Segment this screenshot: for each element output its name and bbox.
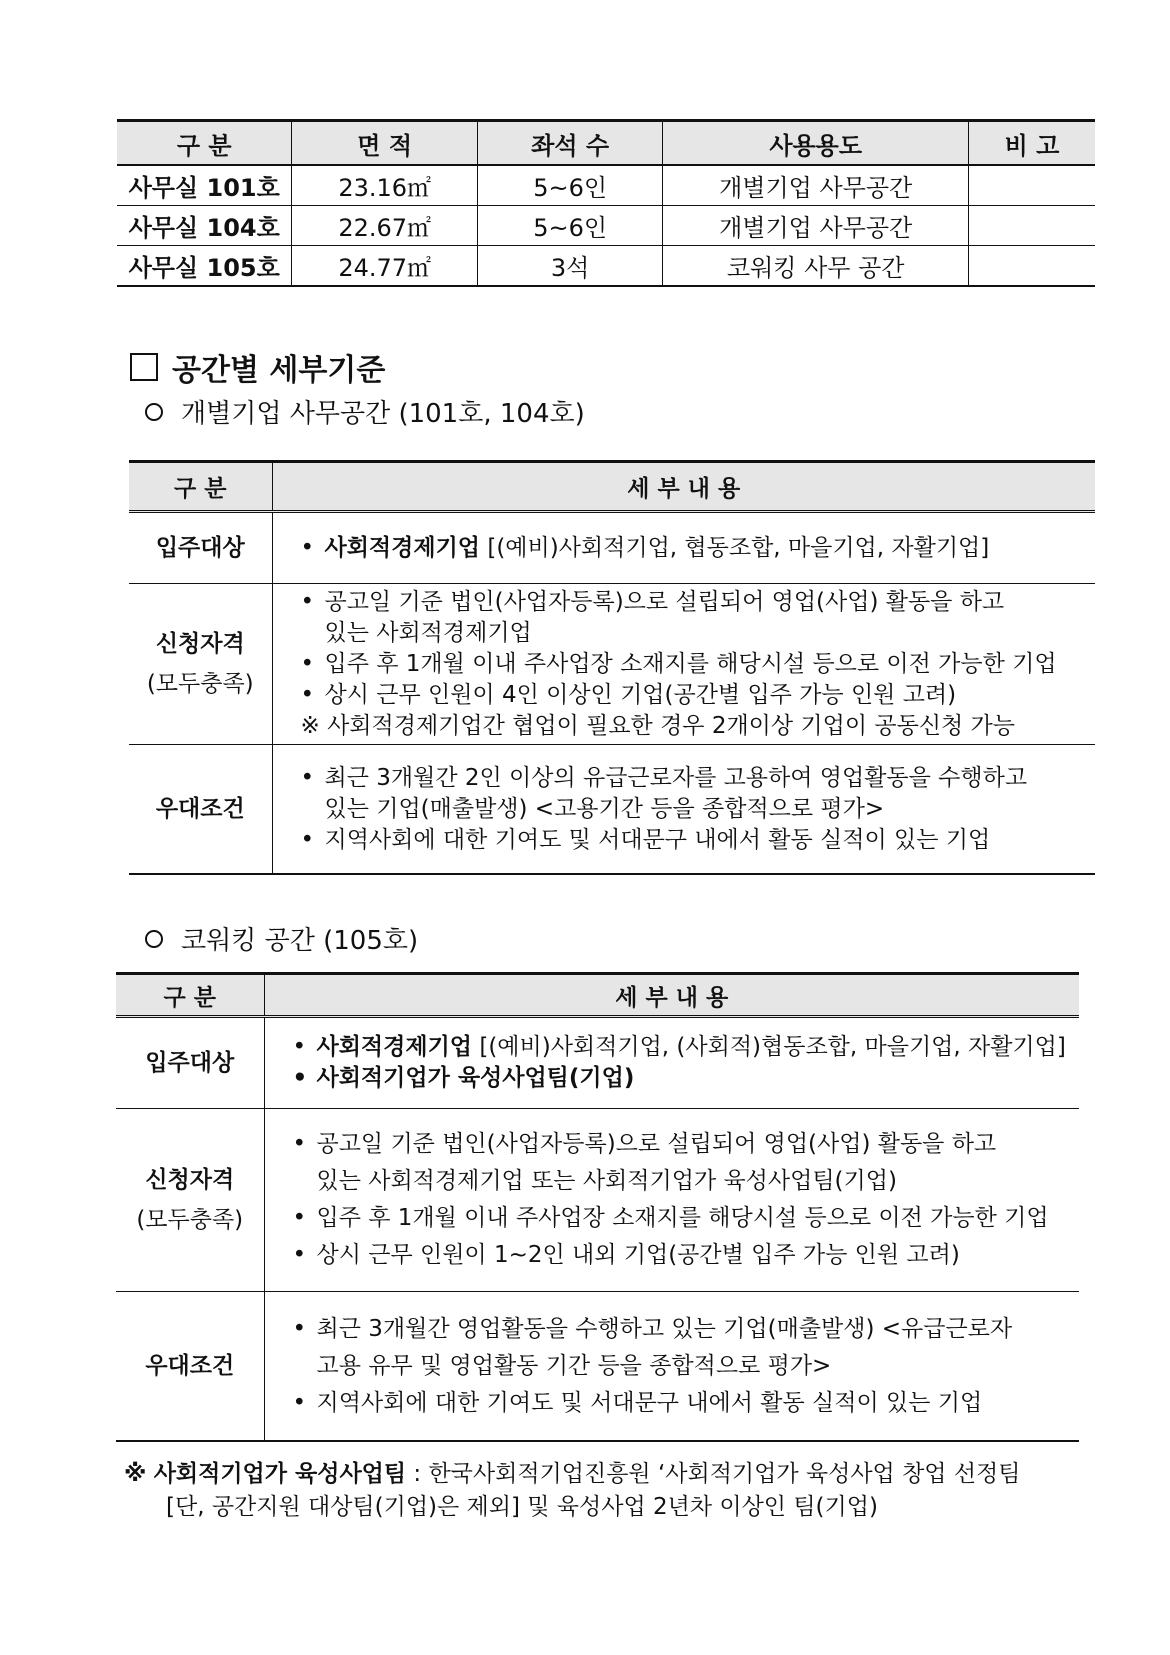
row-content-qualification [264,1109,1079,1292]
circle-bullet-icon [145,403,163,421]
qualification-sub: (모두충족) [146,671,254,697]
list-item: • 입주 후 1개월 이내 주사업장 소재지를 해당시설 등으로 이전 가능한 기업 [301,649,1096,680]
room-area: 22.67㎡ [292,206,477,246]
header-category: 구 분 [129,462,272,512]
target-rest: [(예비)사회적기업, (사회적)협동조합, 마을기업, 자활기업] [472,1034,1066,1060]
list-item: • 최근 3개월간 영업활동을 수행하고 있는 기업(매출발생) <유급근로자 [293,1311,1080,1348]
table-row [129,512,1095,584]
list-item: • 공고일 기준 법인(사업자등록)으로 설립되어 영업(사업) 활동을 하고 [301,587,1096,618]
qualification-label: 신청자격 [155,631,245,657]
header-category: 구 분 [117,121,292,166]
table-header-row [129,462,1095,512]
table-row [117,246,1095,287]
header-area: 면 적 [292,121,477,166]
list-item: 있는 사회적경제기업 [324,619,532,646]
row-content-preference [272,745,1095,875]
header-usage: 사용용도 [663,121,969,166]
row-label-preference: 우대조건 [129,745,272,875]
table-row [116,1292,1079,1442]
list-item: 고용 유무 및 영업활동 기간 등을 종합적으로 평가> [316,1352,832,1379]
header-category: 구 분 [116,974,264,1017]
table-row [129,584,1095,745]
target-bold: 사회적경제기업 [316,1034,473,1060]
footnote-definition: : 한국사회적기업진흥원 ‘사회적기업가 육성사업 창업 선정팀 [406,1461,1021,1487]
room-note [969,206,1096,246]
list-item: 있는 사회적경제기업 또는 사회적기업가 육성사업팀(기업) [316,1168,897,1194]
room-note [969,165,1096,206]
note-item: ※ 사회적경제기업간 협업이 필요한 경우 2개이상 기업이 공동신청 가능 [300,712,1015,739]
row-content-target [272,512,1095,584]
qualification-sub: (모두충족) [136,1207,244,1233]
room-area: 24.77㎡ [292,246,477,287]
target-rest: [(예비)사회적기업, 협동조합, 마을기업, 자활기업] [480,534,990,561]
row-label-target: 입주대상 [116,1017,264,1109]
footnote [124,1458,1020,1524]
room-note [969,246,1096,287]
list-item: • 지역사회에 대한 기여도 및 서대문구 내에서 활동 실적이 있는 기업 [293,1385,1080,1422]
subtitle-individual [145,393,585,430]
row-label-preference: 우대조건 [116,1292,264,1442]
checkbox-square-icon [130,353,158,381]
subtitle-coworking-text: 코워킹 공간 (105호) [181,926,419,956]
subtitle-coworking [145,920,418,957]
header-details: 세 부 내 용 [272,462,1095,512]
room-seats: 5~6인 [477,165,662,206]
row-label-qualification [129,584,272,745]
list-item: • 상시 근무 인원이 1~2인 내외 기업(공간별 입주 가능 인원 고려) [293,1237,1080,1274]
individual-criteria-table [129,460,1095,875]
coworking-criteria-table [116,972,1079,1442]
room-seats: 3석 [477,246,662,287]
room-name: 사무실 105호 [117,246,292,287]
room-usage: 개별기업 사무공간 [663,206,969,246]
header-note: 비 고 [969,121,1096,166]
subtitle-individual-text: 개별기업 사무공간 (101호, 104호) [181,399,585,429]
circle-bullet-icon [145,930,163,948]
footnote-term: 사회적기업가 육성사업팀 [153,1461,407,1487]
list-item: • 최근 3개월간 2인 이상의 유급근로자를 고용하여 영업활동을 수행하고 [301,763,1096,794]
row-label-target: 입주대상 [129,512,272,584]
qualification-label: 신청자격 [145,1167,235,1193]
section-title [130,345,385,389]
table-row [117,165,1095,206]
header-seats: 좌석 수 [477,121,662,166]
table-header-row [117,121,1095,166]
list-item: • 입주 후 1개월 이내 주사업장 소재지를 해당시설 등으로 이전 가능한 기업 [293,1200,1080,1237]
row-content-qualification [272,584,1095,745]
list-item: • 사회적기업가 육성사업팀(기업) [293,1063,1080,1094]
target-bold: 사회적경제기업 [324,534,481,561]
room-seats: 5~6인 [477,206,662,246]
list-item: • 공고일 기준 법인(사업자등록)으로 설립되어 영업(사업) 활동을 하고 [293,1126,1080,1163]
space-overview-table [117,119,1095,287]
row-content-target [264,1017,1079,1109]
room-usage: 개별기업 사무공간 [663,165,969,206]
table-header-row [116,974,1079,1017]
table-row [129,745,1095,875]
footnote-mark: ※ [124,1461,147,1487]
table-row [116,1109,1079,1292]
section-title-text: 공간별 세부기준 [172,353,386,388]
room-usage: 코워킹 사무 공간 [663,246,969,287]
room-area: 23.16㎡ [292,165,477,206]
room-name: 사무실 101호 [117,165,292,206]
header-details: 세 부 내 용 [264,974,1079,1017]
list-item: 있는 기업(매출발생) <고용기간 등을 종합적으로 평가> [324,795,885,822]
footnote-line-2: [단, 공간지원 대상팀(기업)은 제외] 및 육성사업 2년차 이상인 팀(기업) [166,1494,878,1520]
room-name: 사무실 104호 [117,206,292,246]
row-label-qualification [116,1109,264,1292]
list-item: • 상시 근무 인원이 4인 이상인 기업(공간별 입주 가능 인원 고려) [301,680,1096,711]
table-row [116,1017,1079,1109]
footnote-line-1 [124,1458,1020,1491]
row-content-preference [264,1292,1079,1442]
list-item: • 지역사회에 대한 기여도 및 서대문구 내에서 활동 실적이 있는 기업 [301,825,1096,856]
table-row [117,206,1095,246]
